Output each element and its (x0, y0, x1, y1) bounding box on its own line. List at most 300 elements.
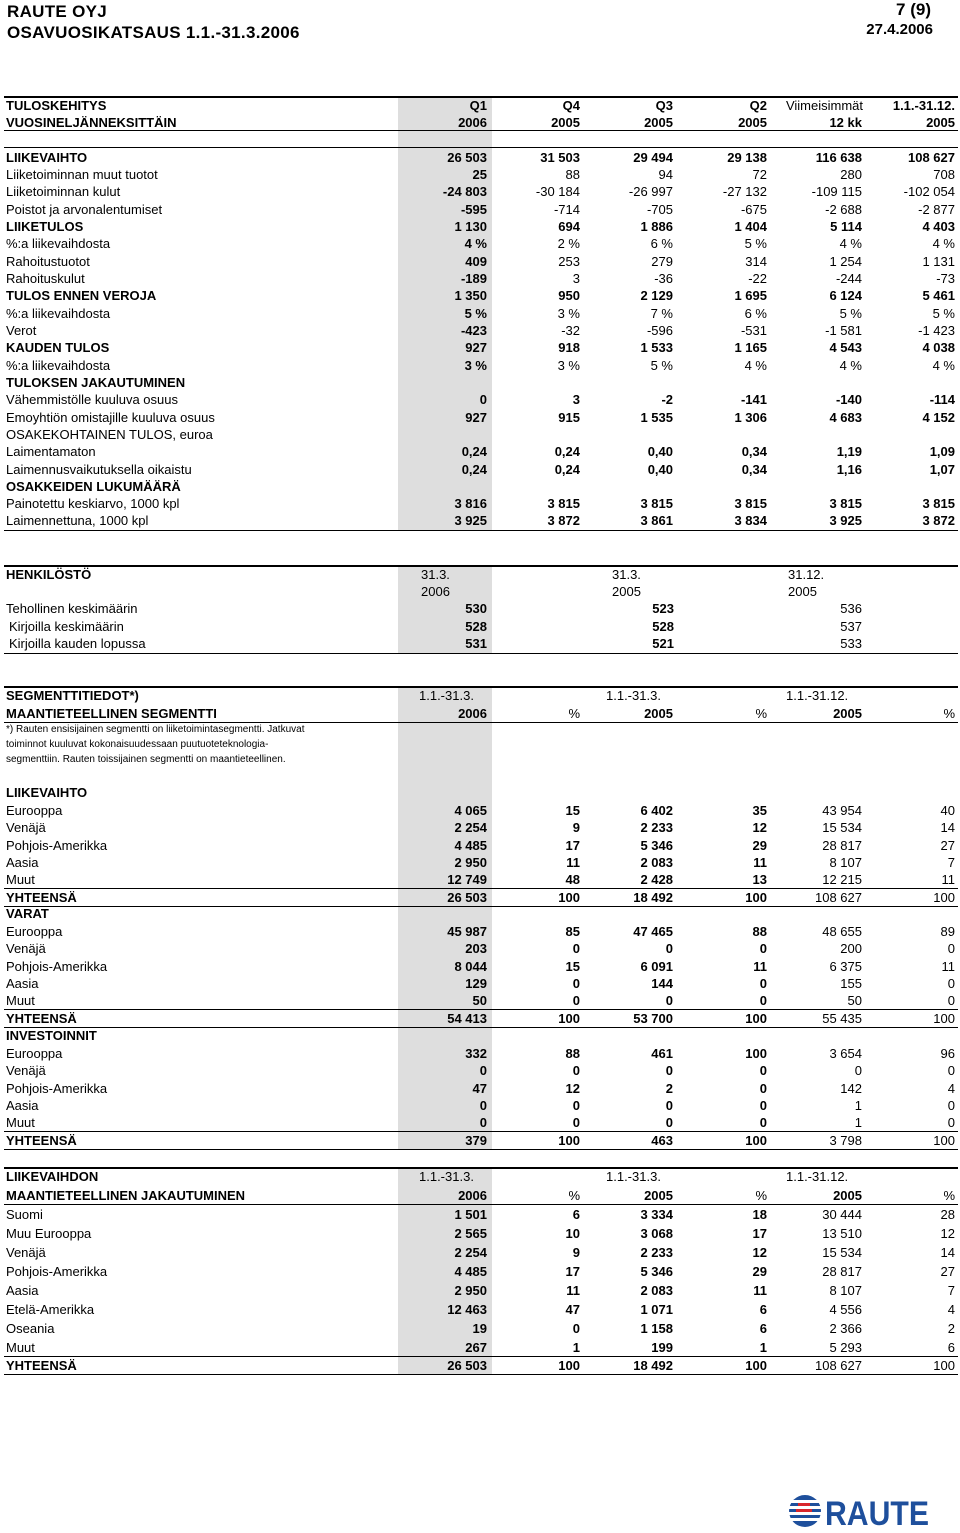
table-cell: 18 (752, 1207, 767, 1222)
table-cell: 144 (651, 975, 673, 991)
table-header-row (0, 1187, 960, 1204)
table-cell: 43 954 (822, 803, 862, 818)
table-cell: -140 (835, 392, 862, 407)
table-cell: 2 129 (640, 288, 673, 303)
table-cell: 72 (752, 167, 767, 182)
row-label: Venäjä (6, 1245, 46, 1260)
table-cell: 2 233 (640, 820, 673, 836)
table-cell: 537 (840, 618, 862, 634)
table-cell: 28 817 (822, 1264, 862, 1279)
section-subtitle: MAANTIETEELLINEN JAKAUTUMINEN (6, 1188, 246, 1203)
table-cell: 0 (759, 975, 767, 991)
distribution-row (0, 1301, 960, 1318)
row-label: Laimennettuna, 1000 kpl (6, 513, 149, 528)
table-cell: -24 803 (442, 184, 487, 199)
table-cell: 7 (947, 854, 955, 870)
table-cell: 6 375 (829, 958, 862, 974)
table-cell: 100 (745, 1132, 767, 1148)
row-label: LIIKETULOS (6, 219, 84, 234)
table-cell: 3 815 (829, 496, 862, 511)
row-label: YHTEENSÄ (6, 1132, 77, 1148)
table-cell: 50 (847, 993, 862, 1009)
table-cell: 0 (572, 1097, 580, 1113)
table-cell: 0 (665, 993, 673, 1009)
header-cell: 2005 (644, 1188, 673, 1203)
table-cell: 918 (558, 340, 580, 355)
table-cell: 1,19 (836, 444, 862, 459)
table-cell: 1 535 (640, 410, 673, 425)
table-cell: 85 (565, 924, 580, 939)
table-cell: 11 (566, 1283, 580, 1298)
table-cell: 2 (665, 1080, 673, 1096)
table-cell: 6 (572, 1207, 580, 1222)
table-cell: 0 (572, 941, 580, 957)
header-cell: 2005 (833, 706, 862, 721)
table-cell: 199 (651, 1340, 673, 1355)
table-cell: 5 % (744, 236, 767, 251)
table-cell: 950 (558, 288, 580, 303)
table-cell: 47 465 (633, 924, 673, 939)
row-label: TULOS ENNEN VEROJA (6, 288, 157, 303)
table-cell: 25 (472, 167, 487, 182)
header-cell: 1.1.-31.3. (419, 688, 474, 703)
table-cell: 1 533 (640, 340, 673, 355)
table-cell: 13 (752, 872, 767, 888)
row-label: OSAKEKOHTAINEN TULOS, euroa (6, 427, 213, 442)
table-cell: 5 % (839, 306, 862, 321)
table-cell: 1,09 (929, 444, 955, 459)
table-cell: 0 (759, 1115, 767, 1131)
header-cell: 2006 (458, 115, 487, 130)
table-cell: -423 (460, 323, 487, 338)
table-cell: 0 (947, 941, 955, 957)
table-cell: 31 503 (540, 150, 580, 165)
header-cell: % (755, 706, 767, 721)
table-cell: 6 402 (640, 803, 673, 818)
table-cell: 27 (940, 1264, 955, 1279)
table-cell: 0 (665, 941, 673, 957)
table-cell: 17 (752, 1226, 767, 1241)
row-label: Venäjä (6, 941, 46, 957)
table-cell: 0 (665, 1115, 673, 1131)
table-cell: 3 815 (640, 496, 673, 511)
table-cell: 3 872 (922, 513, 955, 528)
table-cell: 26 503 (447, 1358, 487, 1373)
table-cell: -114 (929, 392, 955, 407)
row-label: Tehollinen keskimäärin (6, 601, 138, 616)
distribution-row (0, 1320, 960, 1337)
table-cell: 3 834 (734, 513, 767, 528)
table-cell: 88 (565, 1046, 580, 1061)
table-cell: 5 % (932, 306, 955, 321)
table-cell: 15 (565, 958, 580, 974)
row-label: Venäjä (6, 820, 46, 836)
table-cell: -22 (748, 271, 767, 286)
table-cell: 108 627 (815, 889, 862, 905)
table-cell: 2 950 (454, 1283, 487, 1298)
segment-footnote: *) Rauten ensisijainen segmentti on liiketoimintasegmentti. Jatkuvat (6, 724, 305, 735)
table-cell: 2 428 (640, 872, 673, 888)
table-cell: 100 (558, 1358, 580, 1373)
table-cell: 3 % (464, 358, 487, 373)
table-cell: 48 655 (822, 924, 862, 939)
company-name: RAUTE OYJ (7, 2, 107, 21)
table-cell: 3 925 (454, 513, 487, 528)
row-label: Eurooppa (6, 1046, 63, 1061)
table-cell: 18 492 (633, 1358, 673, 1373)
table-cell: 12 749 (447, 872, 487, 888)
table-cell: -596 (646, 323, 673, 338)
table-cell: 708 (933, 167, 955, 182)
table-cell: 0 (854, 1063, 862, 1079)
table-cell: 2 950 (454, 854, 487, 870)
table-cell: -32 (561, 323, 580, 338)
table-cell: 47 (472, 1080, 487, 1096)
header-cell: % (943, 706, 955, 721)
table-cell: 1 (854, 1115, 862, 1131)
table-cell: 279 (651, 254, 673, 269)
table-cell: 9 (572, 1245, 580, 1260)
table-cell: 0 (759, 993, 767, 1009)
table-cell: -189 (460, 271, 487, 286)
table-cell: 1 501 (454, 1207, 487, 1222)
header-cell: 1.1.-31.12. (786, 1169, 849, 1184)
table-cell: 11 (941, 958, 955, 974)
table-cell: -36 (654, 271, 673, 286)
table-cell: 4 (947, 1302, 955, 1317)
table-cell: 4 152 (922, 410, 955, 425)
row-label: Pohjois-Amerikka (6, 837, 108, 853)
header-label: VUOSINELJÄNNEKSITTÄIN (6, 115, 177, 130)
table-cell: 915 (558, 410, 580, 425)
table-cell: 5 293 (829, 1340, 862, 1355)
table-cell: 15 534 (822, 820, 862, 836)
table-cell: 28 (940, 1207, 955, 1222)
table-cell: 0 (572, 1115, 580, 1131)
row-label: Venäjä (6, 1063, 46, 1079)
table-cell: 100 (745, 1010, 767, 1026)
header-cell: 31.3. (421, 567, 450, 582)
table-cell: 100 (933, 1010, 955, 1026)
table-cell: 40 (940, 803, 955, 818)
table-cell: 531 (465, 636, 487, 651)
table-cell: 6 091 (640, 958, 673, 974)
table-cell: 11 (753, 1283, 767, 1298)
row-label: Rahoitustuotot (6, 254, 90, 269)
row-label: YHTEENSÄ (6, 1010, 77, 1026)
table-cell: 3 (572, 392, 580, 407)
table-cell: 29 138 (727, 150, 767, 165)
table-cell: -109 115 (811, 184, 862, 199)
row-label: Emoyhtiön omistajille kuuluva osuus (6, 410, 215, 425)
table-cell: 6 (759, 1321, 767, 1336)
table-cell: 88 (565, 167, 580, 182)
table-cell: 26 503 (447, 150, 487, 165)
table-cell: 3 815 (547, 496, 580, 511)
table-cell: 18 492 (633, 889, 673, 905)
table-cell: 17 (565, 1264, 580, 1279)
row-label: OSAKKEIDEN LUKUMÄÄRÄ (6, 479, 181, 494)
table-cell: 0 (479, 1115, 487, 1131)
header-cell: 1.1.-31.3. (606, 688, 661, 703)
table-cell: 116 638 (815, 150, 862, 165)
table-cell: 17 (565, 837, 580, 853)
row-label: Eurooppa (6, 924, 63, 939)
table-cell: 1 695 (734, 288, 767, 303)
table-cell: -2 877 (918, 202, 955, 217)
distribution-row (0, 1206, 960, 1223)
distribution-row (0, 1225, 960, 1242)
row-label: Pohjois-Amerikka (6, 958, 108, 974)
table-cell: 11 (753, 958, 767, 974)
table-cell: 9 (572, 820, 580, 836)
table-cell: -30 184 (535, 184, 580, 199)
table-cell: 2 083 (640, 854, 673, 870)
table-cell: -531 (740, 323, 767, 338)
table-cell: 2 565 (454, 1226, 487, 1241)
table-cell: 4 485 (454, 837, 487, 853)
distribution-row (0, 1339, 960, 1356)
row-label: Kirjoilla kauden lopussa (9, 636, 146, 651)
table-cell: 4 % (932, 236, 955, 251)
table-cell: 30 444 (822, 1207, 862, 1222)
table-cell: 45 987 (447, 924, 487, 939)
table-cell: 12 (565, 1080, 580, 1096)
table-cell: 89 (940, 924, 955, 939)
header-cell: 2005 (738, 115, 767, 130)
table-cell: 6 124 (829, 288, 862, 303)
table-cell: 155 (840, 975, 862, 991)
table-cell: 3 861 (640, 513, 673, 528)
table-cell: 55 435 (822, 1010, 862, 1026)
header-cell: 31.12. (788, 567, 825, 582)
table-cell: 0 (572, 1321, 580, 1336)
table-cell: 8 044 (454, 958, 487, 974)
table-cell: 0 (759, 941, 767, 957)
table-cell: 15 (565, 803, 580, 818)
table-cell: 927 (465, 410, 487, 425)
table-cell: 15 534 (822, 1245, 862, 1260)
table-cell: 100 (933, 889, 955, 905)
page-number: 7 (9) (896, 0, 931, 19)
table-cell: 19 (472, 1321, 487, 1336)
row-label: Eurooppa (6, 803, 63, 818)
header-cell: 2006 (458, 1188, 487, 1203)
header-cell: Q4 (562, 98, 580, 113)
table-cell: 2 (947, 1321, 955, 1336)
table-cell: -73 (936, 271, 955, 286)
table-cell: 4 556 (829, 1302, 862, 1317)
table-cell: 4 (947, 1080, 955, 1096)
row-label: %:a liikevaihdosta (6, 306, 111, 321)
header-label: TULOSKEHITYS (6, 98, 107, 113)
table-cell: 0 (572, 975, 580, 991)
table-cell: -675 (740, 202, 767, 217)
section-title: HENKILÖSTÖ (6, 567, 92, 582)
header-cell: 1.1.-31.3. (419, 1169, 474, 1184)
raute-logo (787, 1491, 931, 1531)
header-cell: 1.1.-31.3. (606, 1169, 661, 1184)
table-cell: 29 (752, 1264, 767, 1279)
table-cell: 3 872 (547, 513, 580, 528)
report-title: OSAVUOSIKATSAUS 1.1.-31.3.2006 (7, 23, 300, 42)
header-cell: Q3 (655, 98, 673, 113)
table-cell: 100 (558, 889, 580, 905)
table-cell: 1 165 (734, 340, 767, 355)
row-label: Muut (6, 993, 35, 1009)
header-cell: % (568, 1188, 580, 1203)
table-cell: 0,34 (741, 444, 767, 459)
table-cell: 528 (465, 618, 487, 634)
table-cell: 26 503 (447, 889, 487, 905)
table-cell: 2 083 (640, 1283, 673, 1298)
table-cell: 0 (947, 993, 955, 1009)
report-date: 27.4.2006 (866, 21, 933, 38)
table-cell: 1 254 (829, 254, 862, 269)
row-label: Aasia (6, 854, 39, 870)
table-cell: 379 (465, 1132, 487, 1148)
table-cell: 14 (940, 1245, 955, 1260)
table-cell: 1 306 (734, 410, 767, 425)
distribution-row (0, 1282, 960, 1299)
table-cell: 142 (840, 1080, 862, 1096)
table-cell: 0,24 (461, 444, 487, 459)
table-cell: 0,34 (741, 462, 767, 477)
table-cell: 3 654 (829, 1046, 862, 1061)
table-cell: 100 (745, 889, 767, 905)
table-cell: 0,40 (647, 462, 673, 477)
table-cell: 7 % (650, 306, 673, 321)
table-cell: 1 130 (454, 219, 487, 234)
table-cell: 0,24 (461, 462, 487, 477)
group-title: INVESTOINNIT (6, 1028, 97, 1043)
table-cell: 253 (558, 254, 580, 269)
table-cell: 521 (652, 636, 674, 651)
table-cell: 0,24 (554, 462, 580, 477)
table-cell: 88 (752, 924, 767, 939)
table-cell: 12 (752, 1245, 767, 1260)
table-cell: 6 (759, 1302, 767, 1317)
table-cell: 47 (565, 1302, 580, 1317)
table-cell: 409 (465, 254, 487, 269)
rule-line (4, 1204, 958, 1205)
header-cell: Q2 (749, 98, 767, 113)
distribution-row (0, 1244, 960, 1261)
table-cell: 100 (745, 1046, 767, 1061)
table-cell: -705 (646, 202, 673, 217)
table-cell: 1 (854, 1097, 862, 1113)
table-cell: 4 % (464, 236, 487, 251)
table-cell: 0 (665, 1063, 673, 1079)
table-cell: 0 (759, 1063, 767, 1079)
row-label: Muut (6, 1115, 35, 1131)
table-cell: 3 (572, 271, 580, 286)
table-cell: 50 (472, 993, 487, 1009)
row-label: Aasia (6, 1283, 39, 1298)
table-cell: 1 071 (640, 1302, 673, 1317)
table-cell: -1 581 (825, 323, 862, 338)
table-cell: 2 254 (454, 1245, 487, 1260)
distribution-row (0, 1263, 960, 1280)
table-cell: 10 (565, 1226, 580, 1241)
table-cell: 1 131 (922, 254, 955, 269)
table-cell: 3 798 (829, 1132, 862, 1148)
row-label: Etelä-Amerikka (6, 1302, 95, 1317)
table-cell: 14 (940, 820, 955, 836)
row-label: Liiketoiminnan kulut (6, 184, 121, 199)
row-label: Suomi (6, 1207, 43, 1222)
header-cell: 2006 (458, 706, 487, 721)
table-cell: 203 (465, 941, 487, 957)
table-cell: 0 (479, 392, 487, 407)
table-cell: 2 233 (640, 1245, 673, 1260)
table-cell: 200 (840, 941, 862, 957)
table-cell: 332 (465, 1046, 487, 1061)
table-cell: 35 (752, 803, 767, 818)
header-cell: 31.3. (612, 567, 641, 582)
header-cell: 2005 (926, 115, 955, 130)
table-cell: 1 350 (454, 288, 487, 303)
table-cell: 3 815 (922, 496, 955, 511)
table-cell: -595 (460, 202, 487, 217)
table-cell: 536 (840, 601, 862, 616)
table-cell: 7 (947, 1283, 955, 1298)
table-cell: 0 (947, 975, 955, 991)
table-cell: 0 (759, 1080, 767, 1096)
row-label: YHTEENSÄ (6, 889, 77, 905)
header-cell: 2005 (644, 706, 673, 721)
table-cell: 5 % (650, 358, 673, 373)
row-label: YHTEENSÄ (6, 1358, 77, 1373)
row-label: Poistot ja arvonalentumiset (6, 202, 163, 217)
table-cell: 463 (651, 1132, 673, 1148)
table-cell: 0 (759, 1097, 767, 1113)
table-cell: 1 404 (734, 219, 767, 234)
row-label: %:a liikevaihdosta (6, 236, 111, 251)
row-label: Rahoituskulut (6, 271, 85, 286)
header-cell: 2005 (788, 584, 817, 599)
table-cell: 11 (566, 854, 580, 870)
table-cell: 100 (933, 1132, 955, 1148)
row-label: Pohjois-Amerikka (6, 1080, 108, 1096)
table-cell: 3 815 (734, 496, 767, 511)
row-label: Oseania (6, 1321, 55, 1336)
table-cell: 1,07 (929, 462, 955, 477)
table-cell: 1,16 (836, 462, 862, 477)
header-cell: 1.1.-31.12. (786, 688, 849, 703)
table-cell: 5 461 (922, 288, 955, 303)
table-cell: 0 (572, 993, 580, 1009)
table-cell: 2 254 (454, 820, 487, 836)
header-cell: % (755, 1188, 767, 1203)
table-cell: 4 485 (454, 1264, 487, 1279)
table-cell: 28 817 (822, 837, 862, 853)
table-cell: 11 (941, 872, 955, 888)
table-cell: 6 % (650, 236, 673, 251)
header-cell: Q1 (469, 98, 487, 113)
table-cell: 8 107 (829, 1283, 862, 1298)
table-cell: 4 % (839, 358, 862, 373)
table-cell: 3 % (557, 306, 580, 321)
row-label: Aasia (6, 975, 39, 991)
table-cell: 530 (465, 601, 487, 616)
header-cell: 2006 (421, 584, 450, 599)
table-cell: 267 (465, 1340, 487, 1355)
table-cell: 461 (651, 1046, 673, 1061)
table-cell: 11 (753, 854, 767, 870)
table-cell: 3 925 (829, 513, 862, 528)
table-cell: 108 627 (908, 150, 955, 165)
